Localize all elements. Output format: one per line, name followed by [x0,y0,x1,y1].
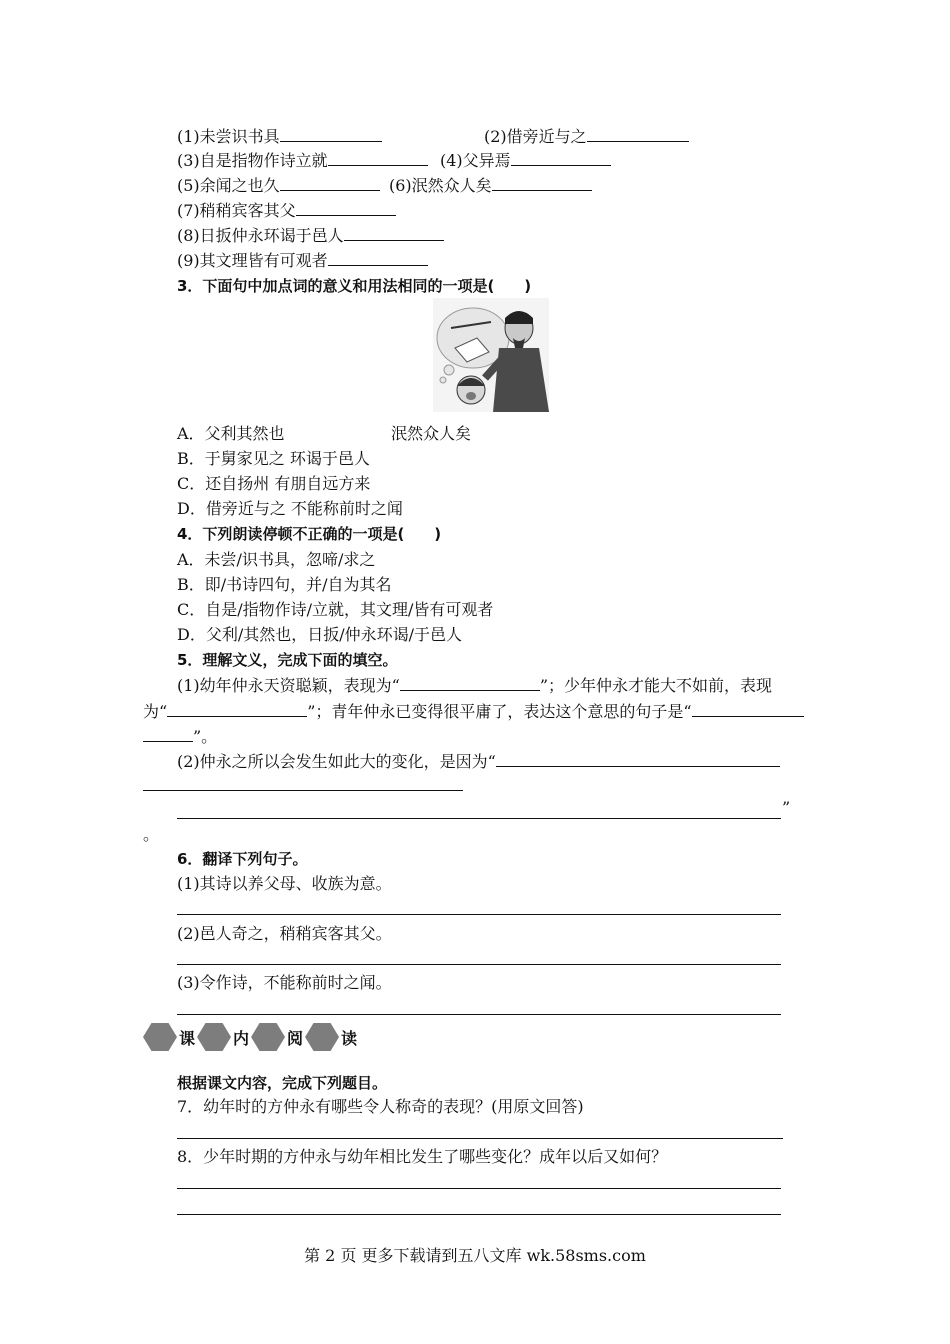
q3-option-d: D．借旁近与之 不能称前时之闻 [177,499,403,518]
answer-blank[interactable] [328,149,428,166]
q5-part1-line2: 为“ ”；青年仲永已变得很平庸了，表达这个意思的句子是“ [143,700,804,723]
answer-line[interactable] [177,914,781,915]
hexagon-icon [305,1023,339,1051]
answer-blank[interactable] [496,750,780,767]
q7-text: 7．幼年时的方仲永有哪些令人称奇的表现？(用原文回答) [177,1097,584,1116]
banner-char: 内 [233,1028,250,1048]
q3-option-a: A．父利其然也 [177,424,285,443]
answer-blank[interactable] [511,149,611,166]
q3-title: 3．下面句中加点词的意义和用法相同的一项是( ) [177,277,532,295]
answer-line[interactable] [177,1138,783,1139]
hexagon-icon [143,1023,177,1051]
banner-char: 读 [341,1028,358,1048]
answer-blank[interactable] [143,725,193,742]
answer-blank[interactable] [400,674,540,691]
q6-sentence-2: (2)邑人奇之，稍稍宾客其父。 [177,924,392,943]
q6-title: 6．翻译下列句子。 [177,850,308,868]
answer-blank[interactable] [587,125,689,142]
answer-blank[interactable] [328,249,428,266]
vocab-item-2: (2)借旁近与之 [484,125,689,148]
q4-option-d: D．父利/其然也，日扳/仲永环谒/于邑人 [177,625,463,644]
vocab-item-6: (6)泯然众人矣 [389,174,592,197]
answer-blank[interactable] [296,199,396,216]
q5-part2-line1: (2)仲永之所以会发生如此大的变化，是因为“ [177,750,780,773]
vocab-item-3: (3)自是指物作诗立就 [177,149,428,172]
banner-char: 课 [179,1028,196,1048]
answer-blank[interactable] [280,125,382,142]
vocab-item-7: (7)稍稍宾客其父 [177,199,396,222]
child-figure [457,376,485,404]
q5-part1-line1: (1)幼年仲永天资聪颖，表现为“ ”；少年仲永才能大不如前，表现 [177,676,773,695]
q4-option-a: A．未尝/识书具，忽啼/求之 [177,550,376,569]
q6-sentence-3: (3)令作诗，不能称前时之闻。 [177,973,392,992]
q5-period: 。 [143,825,160,844]
vocab-item-9: (9)其文理皆有可观者 [177,249,428,272]
vocab-item-8: (8)日扳仲永环谒于邑人 [177,224,444,247]
vocab-item-5: (5)余闻之也久 [177,174,380,197]
illustration-image [433,298,549,412]
q4-title: 4．下列朗读停顿不正确的一项是( ) [177,525,442,543]
page-footer: 第 2 页 更多下载请到五八文库 wk.58sms.com [304,1246,646,1265]
section-banner [143,1020,359,1054]
q5-part1-line3: ”。 [143,725,217,748]
q3-option-a-second: 泯然众人矣 [391,424,472,443]
vocab-item-4: (4)父异焉 [440,149,611,172]
vocab-item-1: (1)未尝识书具 [177,125,382,148]
answer-blank[interactable] [280,174,380,191]
answer-line[interactable] [177,1188,781,1189]
q4-option-c: C．自是/指物作诗/立就，其文理/皆有可观者 [177,600,494,619]
answer-line[interactable] [143,790,463,791]
answer-line[interactable] [177,818,781,819]
hexagon-icon [197,1023,231,1051]
answer-blank[interactable] [167,700,307,717]
answer-blank[interactable] [492,174,592,191]
answer-blank[interactable] [692,700,804,717]
banner-char: 阅 [287,1028,304,1048]
q8-text: 8．少年时期的方仲永与幼年相比发生了哪些变化？成年以后又如何？ [177,1147,668,1166]
answer-line[interactable] [177,1214,781,1215]
q3-option-b: B．于舅家见之 环谒于邑人 [177,449,370,468]
q4-option-b: B．即/书诗四句，并/自为其名 [177,575,392,594]
q5-close-quote: ” [782,798,791,817]
answer-line[interactable] [177,964,781,965]
answer-blank[interactable] [344,224,444,241]
hexagon-icon [251,1023,285,1051]
reading-intro: 根据课文内容，完成下列题目。 [177,1074,388,1092]
answer-line[interactable] [177,1014,781,1015]
q5-title: 5．理解文义，完成下面的填空。 [177,651,398,669]
q6-sentence-1: (1)其诗以养父母、收族为意。 [177,874,392,893]
q3-option-c: C．还自扬州 有朋自远方来 [177,474,371,493]
